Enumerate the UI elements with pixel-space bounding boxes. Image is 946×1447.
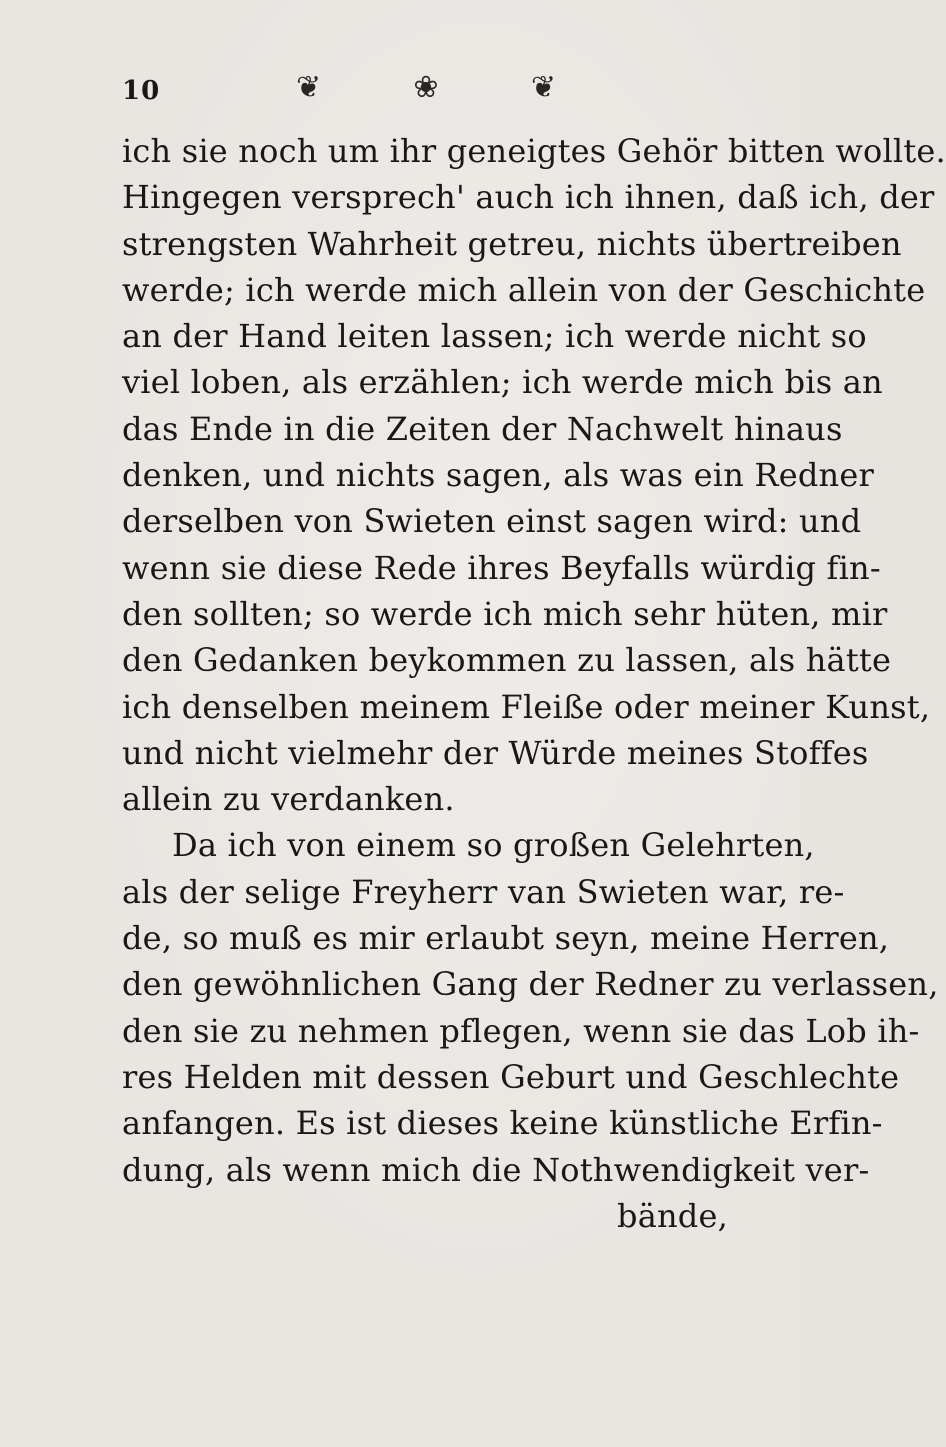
header-ornament: [296, 66, 556, 110]
fleuron-center-icon: ❀: [413, 70, 439, 105]
text-line: an der Hand leiten lassen; ich werde nicht so: [122, 317, 867, 356]
text-line: strengsten Wahrheit getreu, nichts übertreiben: [122, 224, 902, 263]
text-line: den gewöhnlichen Gang der Redner zu verlassen,: [122, 965, 939, 1004]
body-text: [122, 128, 946, 1239]
text-line: dung, als wenn mich die Nothwendigkeit ver-: [122, 1150, 870, 1189]
text-line: Hingegen versprech' auch ich ihnen, daß ich, der: [122, 178, 935, 217]
text-line: das Ende in die Zeiten der Nachwelt hinaus: [122, 409, 843, 448]
text-line: res Helden mit dessen Geburt und Geschlechte: [122, 1057, 900, 1096]
text-line: Da ich von einem so großen Gelehrten,: [172, 826, 815, 865]
text-line: anfangen. Es ist dieses keine künstliche Erfin-: [122, 1104, 883, 1143]
text-line: den sie zu nehmen pflegen, wenn sie das Lob ih-: [122, 1011, 920, 1050]
fleuron-right-icon: ❦: [530, 70, 556, 105]
text-line: derselben von Swieten einst sagen wird: und: [122, 502, 862, 541]
text-line: de, so muß es mir erlaubt seyn, meine Herren,: [122, 919, 890, 958]
page-number: 10: [122, 76, 161, 106]
text-line: und nicht vielmehr der Würde meines Stoffes: [122, 733, 869, 772]
text-line: ich sie noch um ihr geneigtes Gehör bitten wollte.: [122, 132, 946, 170]
text-line: den Gedanken beykommen zu lassen, als hätte: [122, 641, 892, 680]
catchword: bände,: [617, 1196, 728, 1235]
text-line: ich denselben meinem Fleiße oder meiner Kunst,: [122, 687, 931, 726]
text-line: den sollten; so werde ich mich sehr hüten, mir: [122, 594, 888, 633]
text-line: wenn sie diese Rede ihres Beyfalls würdig fin-: [122, 548, 881, 587]
text-line: allein zu verdanken.: [122, 780, 455, 819]
text-line: werde; ich werde mich allein von der Geschichte: [122, 270, 926, 309]
text-line: denken, und nichts sagen, als was ein Redner: [122, 456, 874, 495]
fleuron-left-icon: ❦: [296, 70, 322, 105]
text-line: als der selige Freyherr van Swieten war, re-: [122, 872, 845, 911]
text-line: viel loben, als erzählen; ich werde mich bis an: [122, 363, 883, 402]
